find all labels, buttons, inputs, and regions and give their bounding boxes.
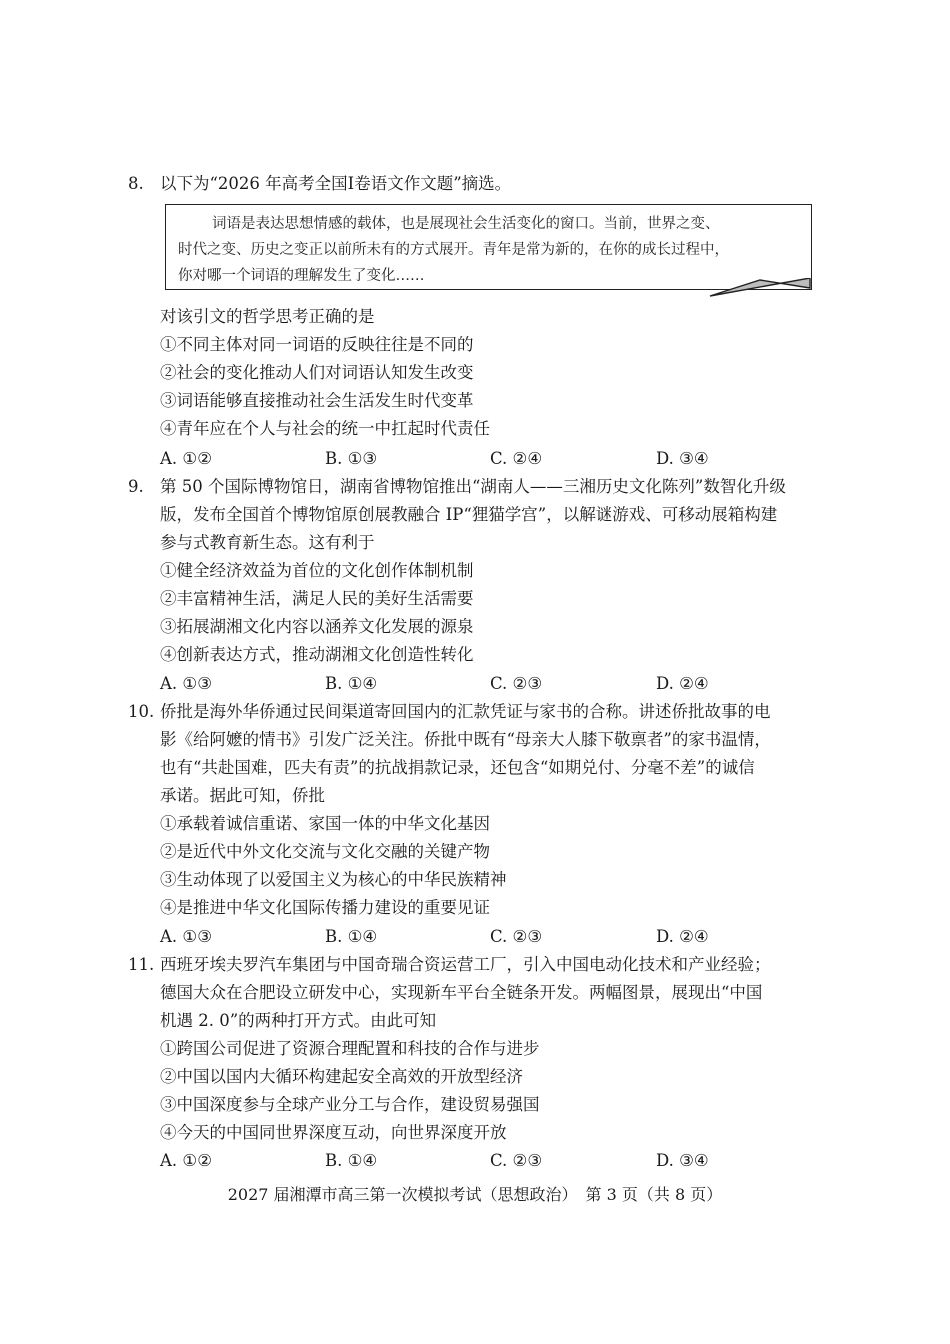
question-10-number: 10. bbox=[128, 702, 155, 721]
question-10-stem-line: 也有“共赴国难，匹夫有责”的抗战捐款记录，还包含“如期兑付、分毫不差”的诚信 bbox=[160, 758, 755, 777]
question-10-stem-line: 影《给阿嬷的情书》引发广泛关注。侨批中既有“母亲大人膝下敬禀者”的家书温情， bbox=[160, 730, 771, 749]
choice-d: D. ②④ bbox=[656, 927, 709, 946]
choice-a: A. ①③ bbox=[160, 674, 212, 693]
option-item: ③中国深度参与全球产业分工与合作，建设贸易强国 bbox=[160, 1095, 540, 1114]
question-11-stem-line: 西班牙埃夫罗汽车集团与中国奇瑞合资运营工厂，引入中国电动化技术和产业经验； bbox=[160, 955, 771, 974]
question-9-stem-line: 参与式教育新生态。这有利于 bbox=[160, 533, 375, 552]
choice-a: A. ①② bbox=[160, 1151, 212, 1170]
choice-c: C. ②④ bbox=[490, 449, 543, 468]
question-8-prompt: 对该引文的哲学思考正确的是 bbox=[160, 307, 375, 326]
question-11-stem-line: 德国大众在合肥设立研发中心，实现新车平台全链条开发。两幅图景，展现出“中国 bbox=[160, 983, 763, 1002]
choice-c: C. ②③ bbox=[490, 1151, 543, 1170]
option-item: ④创新表达方式，推动湖湘文化创造性转化 bbox=[160, 645, 474, 664]
option-item: ④是推进中华文化国际传播力建设的重要见证 bbox=[160, 898, 490, 917]
question-10-stem-line: 承诺。据此可知，侨批 bbox=[160, 786, 325, 805]
option-item: ②中国以国内大循环构建起安全高效的开放型经济 bbox=[160, 1067, 523, 1086]
question-9-stem-line: 版，发布全国首个博物馆原创展教融合 IP“狸猫学宫”，以解谜游戏、可移动展箱构建 bbox=[160, 505, 778, 524]
choice-b: B. ①④ bbox=[325, 927, 378, 946]
question-10-stem-line: 侨批是海外华侨通过民间渠道寄回国内的汇款凭证与家书的合称。讲述侨批故事的电 bbox=[160, 702, 771, 721]
option-item: ③拓展湖湘文化内容以涵养文化发展的源泉 bbox=[160, 617, 474, 636]
answer-choices bbox=[160, 674, 820, 694]
quote-line: 时代之变、历史之变正以前所未有的方式展开。青年是常为新的，在你的成长过程中， bbox=[178, 242, 729, 258]
option-item: ①不同主体对同一词语的反映往往是不同的 bbox=[160, 335, 474, 354]
choice-b: B. ①④ bbox=[325, 1151, 378, 1170]
option-item: ④青年应在个人与社会的统一中扛起时代责任 bbox=[160, 419, 490, 438]
question-9-number: 9. bbox=[128, 477, 144, 496]
page-footer: 2027 届湘潭市高三第一次模拟考试（思想政治） 第 3 页（共 8 页） bbox=[227, 1185, 723, 1204]
question-8-number: 8. bbox=[128, 174, 144, 193]
option-item: ②社会的变化推动人们对词语认知发生改变 bbox=[160, 363, 474, 382]
option-item: ①健全经济效益为首位的文化创作体制机制 bbox=[160, 561, 474, 580]
option-item: ③生动体现了以爱国主义为核心的中华民族精神 bbox=[160, 870, 507, 889]
question-11-stem-line: 机遇 2. 0”的两种打开方式。由此可知 bbox=[160, 1011, 437, 1030]
question-11-number: 11. bbox=[128, 955, 155, 974]
option-item: ②是近代中外文化交流与文化交融的关键产物 bbox=[160, 842, 490, 861]
option-item: ①承载着诚信重诺、家国一体的中华文化基因 bbox=[160, 814, 490, 833]
choice-d: D. ③④ bbox=[656, 1151, 709, 1170]
choice-b: B. ①④ bbox=[325, 674, 378, 693]
choice-d: D. ③④ bbox=[656, 449, 709, 468]
option-item: ②丰富精神生活，满足人民的美好生活需要 bbox=[160, 589, 474, 608]
option-item: ③词语能够直接推动社会生活发生时代变革 bbox=[160, 391, 474, 410]
choice-c: C. ②③ bbox=[490, 674, 543, 693]
quote-line: 你对哪一个词语的理解发生了变化…… bbox=[178, 268, 425, 284]
choice-d: D. ②④ bbox=[656, 674, 709, 693]
choice-a: A. ①③ bbox=[160, 927, 212, 946]
answer-choices bbox=[160, 927, 820, 947]
answer-choices bbox=[160, 449, 820, 469]
option-item: ①跨国公司促进了资源合理配置和科技的合作与进步 bbox=[160, 1039, 540, 1058]
quote-line: 词语是表达思想情感的载体，也是展现社会生活变化的窗口。当前，世界之变、 bbox=[212, 216, 720, 232]
question-9-stem-line: 第 50 个国际博物馆日，湖南省博物馆推出“湖南人——三湘历史文化陈列”数智化升级 bbox=[160, 477, 786, 496]
option-item: ④今天的中国同世界深度互动，向世界深度开放 bbox=[160, 1123, 507, 1142]
choice-b: B. ①③ bbox=[325, 449, 378, 468]
question-8-stem: 以下为“2026 年高考全国Ⅰ卷语文作文题”摘选。 bbox=[160, 174, 512, 193]
choice-a: A. ①② bbox=[160, 449, 212, 468]
answer-choices bbox=[160, 1151, 820, 1171]
choice-c: C. ②③ bbox=[490, 927, 543, 946]
page-curl-decoration bbox=[700, 278, 812, 300]
